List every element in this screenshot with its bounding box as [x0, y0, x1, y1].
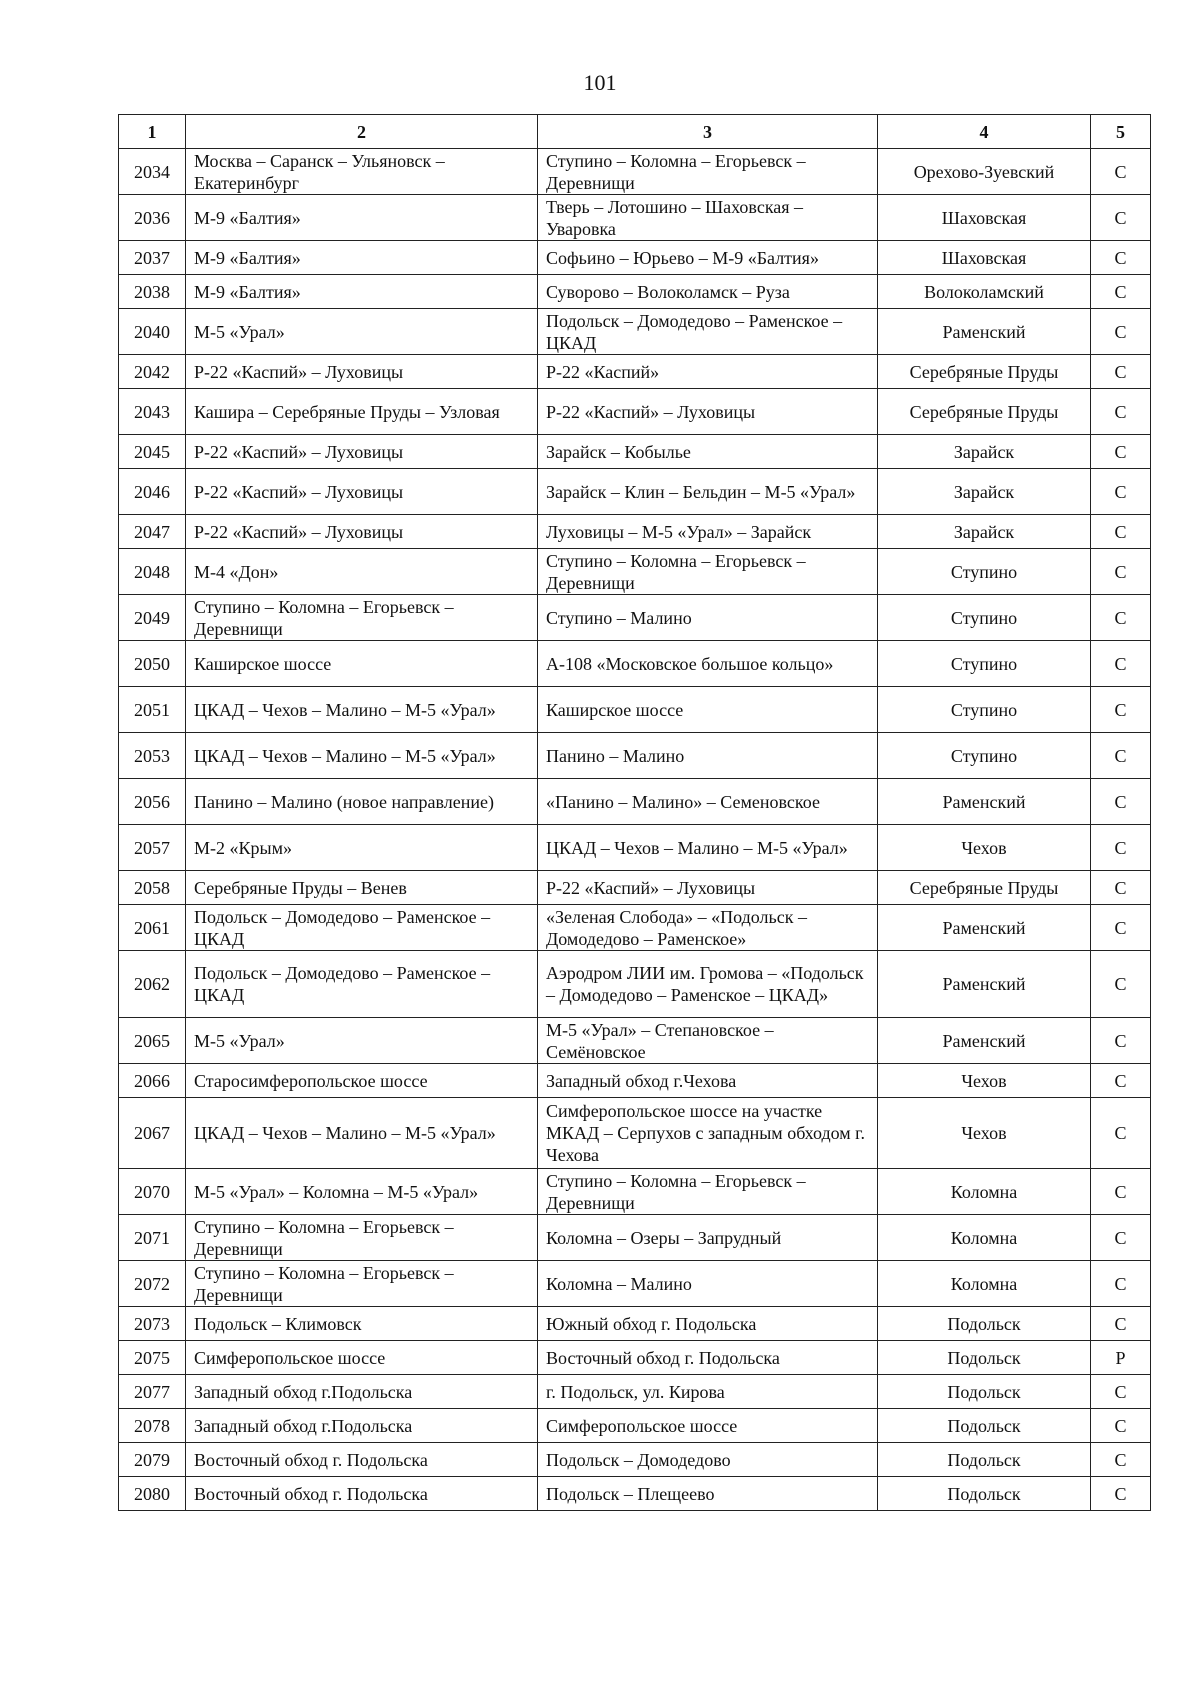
district-cell: Подольск: [878, 1307, 1091, 1341]
row-number-cell: 2046: [119, 469, 186, 515]
table-row: [119, 733, 1151, 779]
road-from-cell: Р-22 «Каспий» – Луховицы: [186, 469, 538, 515]
row-number-cell: 2066: [119, 1064, 186, 1098]
road-from-cell: М-5 «Урал»: [186, 1018, 538, 1064]
table-row: [119, 355, 1151, 389]
row-number-cell: 2077: [119, 1375, 186, 1409]
type-cell: С: [1091, 549, 1151, 595]
row-number-cell: 2042: [119, 355, 186, 389]
road-to-cell: Суворово – Волоколамск – Руза: [538, 275, 878, 309]
road-from-cell: Кашира – Серебряные Пруды – Узловая: [186, 389, 538, 435]
road-to-cell: Зарайск – Клин – Бельдин – М-5 «Урал»: [538, 469, 878, 515]
road-from-cell: Р-22 «Каспий» – Луховицы: [186, 355, 538, 389]
row-number-cell: 2075: [119, 1341, 186, 1375]
road-from-cell: Ступино – Коломна – Егорьевск – Деревнищи: [186, 1215, 538, 1261]
road-from-cell: М-9 «Балтия»: [186, 195, 538, 241]
district-cell: Ступино: [878, 595, 1091, 641]
table-row: [119, 687, 1151, 733]
table-row: [119, 309, 1151, 355]
district-cell: Раменский: [878, 951, 1091, 1018]
district-cell: Раменский: [878, 779, 1091, 825]
table-row: [119, 1018, 1151, 1064]
district-cell: Подольск: [878, 1443, 1091, 1477]
row-number-cell: 2070: [119, 1169, 186, 1215]
type-cell: С: [1091, 309, 1151, 355]
type-cell: С: [1091, 1375, 1151, 1409]
row-number-cell: 2056: [119, 779, 186, 825]
type-cell: С: [1091, 871, 1151, 905]
district-cell: Раменский: [878, 309, 1091, 355]
type-cell: С: [1091, 389, 1151, 435]
table-row: [119, 641, 1151, 687]
table-row: [119, 905, 1151, 951]
type-cell: С: [1091, 1477, 1151, 1511]
type-cell: С: [1091, 641, 1151, 687]
district-cell: Коломна: [878, 1261, 1091, 1307]
table-row: [119, 825, 1151, 871]
road-from-cell: Ступино – Коломна – Егорьевск – Деревнищи: [186, 595, 538, 641]
row-number-cell: 2072: [119, 1261, 186, 1307]
page-number: 101: [583, 70, 617, 95]
district-cell: Коломна: [878, 1215, 1091, 1261]
row-number-cell: 2048: [119, 549, 186, 595]
type-cell: С: [1091, 195, 1151, 241]
table-row: [119, 951, 1151, 1018]
type-cell: С: [1091, 435, 1151, 469]
district-cell: Коломна: [878, 1169, 1091, 1215]
table-row: [119, 1341, 1151, 1375]
row-number-cell: 2051: [119, 687, 186, 733]
table-row: [119, 275, 1151, 309]
road-from-cell: Подольск – Домодедово – Раменское – ЦКАД: [186, 905, 538, 951]
row-number-cell: 2080: [119, 1477, 186, 1511]
row-number-cell: 2047: [119, 515, 186, 549]
row-number-cell: 2050: [119, 641, 186, 687]
row-number-cell: 2037: [119, 241, 186, 275]
column-header-3: 3: [538, 115, 878, 149]
type-cell: С: [1091, 1443, 1151, 1477]
road-to-cell: Восточный обход г. Подольска: [538, 1341, 878, 1375]
table-row: [119, 1098, 1151, 1169]
type-cell: С: [1091, 1261, 1151, 1307]
row-number-cell: 2067: [119, 1098, 186, 1169]
road-from-cell: Восточный обход г. Подольска: [186, 1477, 538, 1511]
road-from-cell: Западный обход г.Подольска: [186, 1409, 538, 1443]
road-to-cell: Южный обход г. Подольска: [538, 1307, 878, 1341]
district-cell: Зарайск: [878, 435, 1091, 469]
row-number-cell: 2036: [119, 195, 186, 241]
road-to-cell: Софьино – Юрьево – М-9 «Балтия»: [538, 241, 878, 275]
road-from-cell: Восточный обход г. Подольска: [186, 1443, 538, 1477]
road-from-cell: Ступино – Коломна – Егорьевск – Деревнищи: [186, 1261, 538, 1307]
road-to-cell: Подольск – Плещеево: [538, 1477, 878, 1511]
road-from-cell: М-2 «Крым»: [186, 825, 538, 871]
road-to-cell: Западный обход г.Чехова: [538, 1064, 878, 1098]
road-from-cell: ЦКАД – Чехов – Малино – М-5 «Урал»: [186, 733, 538, 779]
table-row: [119, 871, 1151, 905]
road-from-cell: Подольск – Климовск: [186, 1307, 538, 1341]
table-row: [119, 549, 1151, 595]
type-cell: С: [1091, 1018, 1151, 1064]
district-cell: Зарайск: [878, 469, 1091, 515]
row-number-cell: 2053: [119, 733, 186, 779]
table-row: [119, 1215, 1151, 1261]
road-to-cell: Луховицы – М-5 «Урал» – Зарайск: [538, 515, 878, 549]
type-cell: С: [1091, 1307, 1151, 1341]
row-number-cell: 2071: [119, 1215, 186, 1261]
row-number-cell: 2034: [119, 149, 186, 195]
district-cell: Чехов: [878, 825, 1091, 871]
district-cell: Подольск: [878, 1409, 1091, 1443]
type-cell: С: [1091, 1169, 1151, 1215]
road-from-cell: Каширское шоссе: [186, 641, 538, 687]
road-to-cell: Р-22 «Каспий» – Луховицы: [538, 389, 878, 435]
road-from-cell: М-5 «Урал» – Коломна – М-5 «Урал»: [186, 1169, 538, 1215]
table-row: [119, 1477, 1151, 1511]
road-to-cell: Коломна – Озеры – Запрудный: [538, 1215, 878, 1261]
type-cell: С: [1091, 595, 1151, 641]
road-from-cell: М-9 «Балтия»: [186, 275, 538, 309]
road-from-cell: Р-22 «Каспий» – Луховицы: [186, 435, 538, 469]
row-number-cell: 2078: [119, 1409, 186, 1443]
road-from-cell: Западный обход г.Подольска: [186, 1375, 538, 1409]
road-to-cell: М-5 «Урал» – Степановское – Семёновское: [538, 1018, 878, 1064]
type-cell: С: [1091, 1098, 1151, 1169]
road-to-cell: Ступино – Коломна – Егорьевск – Деревнищи: [538, 549, 878, 595]
district-cell: Чехов: [878, 1064, 1091, 1098]
road-from-cell: Серебряные Пруды – Венев: [186, 871, 538, 905]
type-cell: С: [1091, 905, 1151, 951]
road-to-cell: Симферопольское шоссе на участке МКАД – Серпухов с западным обходом г. Чехова: [538, 1098, 878, 1169]
road-to-cell: Тверь – Лотошино – Шаховская – Уваровка: [538, 195, 878, 241]
road-to-cell: Аэродром ЛИИ им. Громова – «Подольск – Домодедово – Раменское – ЦКАД»: [538, 951, 878, 1018]
row-number-cell: 2058: [119, 871, 186, 905]
table-row: [119, 1307, 1151, 1341]
road-from-cell: Панино – Малино (новое направление): [186, 779, 538, 825]
road-to-cell: А-108 «Московское большое кольцо»: [538, 641, 878, 687]
type-cell: С: [1091, 1215, 1151, 1261]
table-row: [119, 1409, 1151, 1443]
road-from-cell: М-9 «Балтия»: [186, 241, 538, 275]
road-to-cell: Р-22 «Каспий»: [538, 355, 878, 389]
district-cell: Серебряные Пруды: [878, 871, 1091, 905]
road-from-cell: ЦКАД – Чехов – Малино – М-5 «Урал»: [186, 687, 538, 733]
table-header-row: [119, 115, 1151, 149]
road-to-cell: Каширское шоссе: [538, 687, 878, 733]
type-cell: С: [1091, 1409, 1151, 1443]
table-row: [119, 149, 1151, 195]
table-row: [119, 515, 1151, 549]
road-to-cell: Зарайск – Кобылье: [538, 435, 878, 469]
row-number-cell: 2049: [119, 595, 186, 641]
table-row: [119, 1169, 1151, 1215]
district-cell: Зарайск: [878, 515, 1091, 549]
table-row: [119, 779, 1151, 825]
type-cell: С: [1091, 515, 1151, 549]
type-cell: С: [1091, 149, 1151, 195]
road-to-cell: Симферопольское шоссе: [538, 1409, 878, 1443]
table-row: [119, 595, 1151, 641]
district-cell: Ступино: [878, 641, 1091, 687]
row-number-cell: 2062: [119, 951, 186, 1018]
district-cell: Серебряные Пруды: [878, 355, 1091, 389]
row-number-cell: 2038: [119, 275, 186, 309]
table-row: [119, 389, 1151, 435]
district-cell: Раменский: [878, 1018, 1091, 1064]
type-cell: С: [1091, 355, 1151, 389]
road-from-cell: Москва – Саранск – Ульяновск – Екатеринбург: [186, 149, 538, 195]
type-cell: С: [1091, 469, 1151, 515]
road-to-cell: г. Подольск, ул. Кирова: [538, 1375, 878, 1409]
type-cell: Р: [1091, 1341, 1151, 1375]
district-cell: Ступино: [878, 733, 1091, 779]
column-header-5: 5: [1091, 115, 1151, 149]
table-row: [119, 1375, 1151, 1409]
district-cell: Ступино: [878, 687, 1091, 733]
row-number-cell: 2057: [119, 825, 186, 871]
district-cell: Чехов: [878, 1098, 1091, 1169]
table-row: [119, 435, 1151, 469]
road-to-cell: Ступино – Коломна – Егорьевск – Деревнищи: [538, 149, 878, 195]
district-cell: Ступино: [878, 549, 1091, 595]
road-from-cell: Р-22 «Каспий» – Луховицы: [186, 515, 538, 549]
district-cell: Волоколамский: [878, 275, 1091, 309]
row-number-cell: 2045: [119, 435, 186, 469]
row-number-cell: 2061: [119, 905, 186, 951]
district-cell: Подольск: [878, 1477, 1091, 1511]
row-number-cell: 2073: [119, 1307, 186, 1341]
road-from-cell: М-4 «Дон»: [186, 549, 538, 595]
road-from-cell: Симферопольское шоссе: [186, 1341, 538, 1375]
type-cell: С: [1091, 241, 1151, 275]
road-to-cell: Ступино – Малино: [538, 595, 878, 641]
type-cell: С: [1091, 825, 1151, 871]
table-row: [119, 1443, 1151, 1477]
table-row: [119, 1064, 1151, 1098]
type-cell: С: [1091, 275, 1151, 309]
road-to-cell: ЦКАД – Чехов – Малино – М-5 «Урал»: [538, 825, 878, 871]
district-cell: Раменский: [878, 905, 1091, 951]
type-cell: С: [1091, 951, 1151, 1018]
roads-table: [118, 114, 1151, 1511]
road-to-cell: Подольск – Домодедово – Раменское – ЦКАД: [538, 309, 878, 355]
road-to-cell: «Зеленая Слобода» – «Подольск – Домодедово – Раменское»: [538, 905, 878, 951]
table-row: [119, 1261, 1151, 1307]
column-header-4: 4: [878, 115, 1091, 149]
table-body: [119, 149, 1151, 1511]
type-cell: С: [1091, 779, 1151, 825]
district-cell: Шаховская: [878, 195, 1091, 241]
type-cell: С: [1091, 1064, 1151, 1098]
district-cell: Подольск: [878, 1341, 1091, 1375]
road-to-cell: Коломна – Малино: [538, 1261, 878, 1307]
road-from-cell: Подольск – Домодедово – Раменское – ЦКАД: [186, 951, 538, 1018]
district-cell: Орехово-Зуевский: [878, 149, 1091, 195]
table-row: [119, 469, 1151, 515]
type-cell: С: [1091, 733, 1151, 779]
column-header-1: 1: [119, 115, 186, 149]
row-number-cell: 2043: [119, 389, 186, 435]
road-to-cell: Ступино – Коломна – Егорьевск – Деревнищи: [538, 1169, 878, 1215]
district-cell: Шаховская: [878, 241, 1091, 275]
row-number-cell: 2079: [119, 1443, 186, 1477]
district-cell: Подольск: [878, 1375, 1091, 1409]
table-row: [119, 195, 1151, 241]
road-from-cell: Старосимферопольское шоссе: [186, 1064, 538, 1098]
row-number-cell: 2040: [119, 309, 186, 355]
road-to-cell: Р-22 «Каспий» – Луховицы: [538, 871, 878, 905]
table-row: [119, 241, 1151, 275]
row-number-cell: 2065: [119, 1018, 186, 1064]
road-from-cell: ЦКАД – Чехов – Малино – М-5 «Урал»: [186, 1098, 538, 1169]
column-header-2: 2: [186, 115, 538, 149]
district-cell: Серебряные Пруды: [878, 389, 1091, 435]
type-cell: С: [1091, 687, 1151, 733]
road-to-cell: «Панино – Малино» – Семеновское: [538, 779, 878, 825]
road-from-cell: М-5 «Урал»: [186, 309, 538, 355]
road-to-cell: Подольск – Домодедово: [538, 1443, 878, 1477]
road-to-cell: Панино – Малино: [538, 733, 878, 779]
